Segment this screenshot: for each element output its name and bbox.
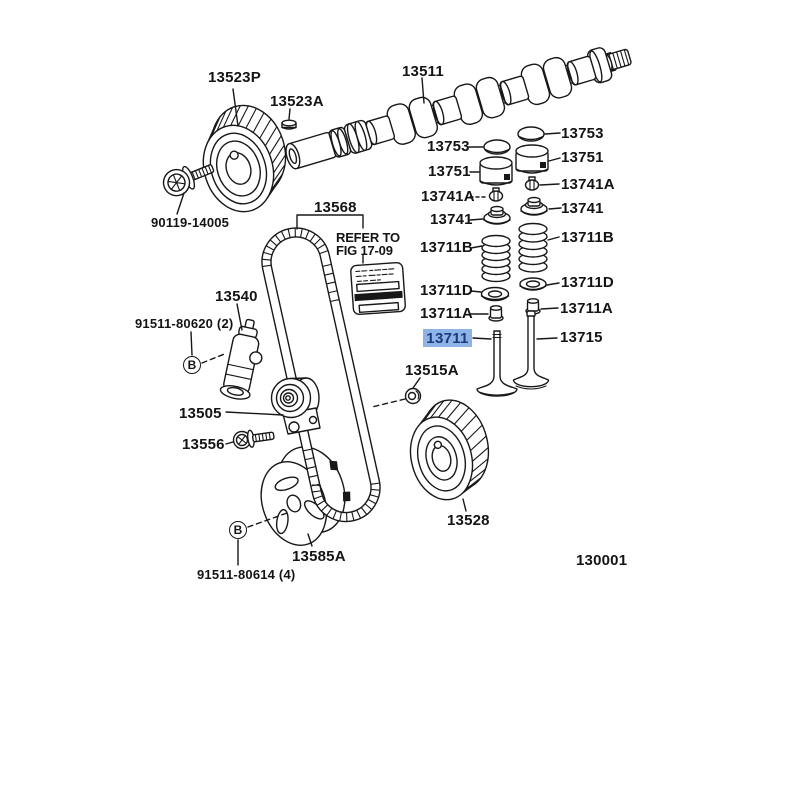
info-label-drawing [350, 262, 405, 315]
part-label-13715-right[interactable]: 13715 [560, 329, 603, 346]
bolt-ref-marker-b-bottom: B [229, 521, 247, 539]
washer-13515a-drawing [406, 389, 421, 404]
part-label-13741a-right[interactable]: 13741A [561, 176, 615, 193]
refer-note-line2: FIG 17-09 [336, 243, 393, 258]
valve-right-column-drawing [514, 127, 549, 389]
bolt-13556-drawing [232, 427, 274, 449]
part-label-13540[interactable]: 13540 [215, 288, 258, 305]
part-label-13751-right[interactable]: 13751 [561, 149, 604, 166]
part-label-13753-right[interactable]: 13753 [561, 125, 604, 142]
part-label-13741-left[interactable]: 13741 [430, 211, 473, 228]
part-label-13741a-left[interactable]: 13741A [421, 188, 475, 205]
part-label-13528[interactable]: 13528 [447, 512, 490, 529]
valve-13715-drawing [514, 311, 549, 389]
part-label-13585a[interactable]: 13585A [292, 548, 346, 565]
part-label-13523p[interactable]: 13523P [208, 69, 261, 86]
part-label-13741-right[interactable]: 13741 [561, 200, 604, 217]
part-label-91511-80620[interactable]: 91511-80620 (2) [135, 316, 234, 331]
part-label-13523a[interactable]: 13523A [270, 93, 324, 110]
nut-13523a-drawing [282, 120, 296, 129]
bolt-ref-marker-b-top: B [183, 356, 201, 374]
part-label-91511-80614[interactable]: 91511-80614 (4) [197, 567, 296, 582]
part-label-13711b-right[interactable]: 13711B [561, 229, 614, 246]
part-label-13515a[interactable]: 13515A [405, 362, 459, 379]
crank-pulley-drawing [398, 393, 499, 507]
part-label-13751-left[interactable]: 13751 [428, 163, 471, 180]
part-label-13511[interactable]: 13511 [402, 63, 444, 80]
part-label-13711d-right[interactable]: 13711D [561, 274, 614, 291]
part-label-13753-left[interactable]: 13753 [427, 138, 470, 155]
part-label-13505[interactable]: 13505 [179, 405, 222, 422]
valve-spring-right [519, 224, 547, 273]
part-label-13556[interactable]: 13556 [182, 436, 225, 453]
part-label-13568[interactable]: 13568 [314, 199, 357, 216]
figure-code: 130001 [576, 552, 628, 569]
refer-note-line1: REFER TO [336, 230, 400, 245]
valve-left-column-drawing [477, 140, 517, 396]
part-label-13711b-left[interactable]: 13711B [420, 239, 473, 256]
idler-drawing [272, 378, 321, 434]
valve-spring-left [482, 236, 510, 282]
valve-13711-drawing [477, 331, 517, 396]
part-label-13711-highlighted[interactable]: 13711 [423, 329, 472, 347]
part-label-90119-14005[interactable]: 90119-14005 [151, 215, 230, 230]
cam-pulley-drawing [188, 96, 301, 221]
part-label-13711a-right[interactable]: 13711A [560, 300, 613, 317]
part-label-13711d-left[interactable]: 13711D [420, 282, 473, 299]
part-label-13711a-left[interactable]: 13711A [420, 305, 473, 322]
